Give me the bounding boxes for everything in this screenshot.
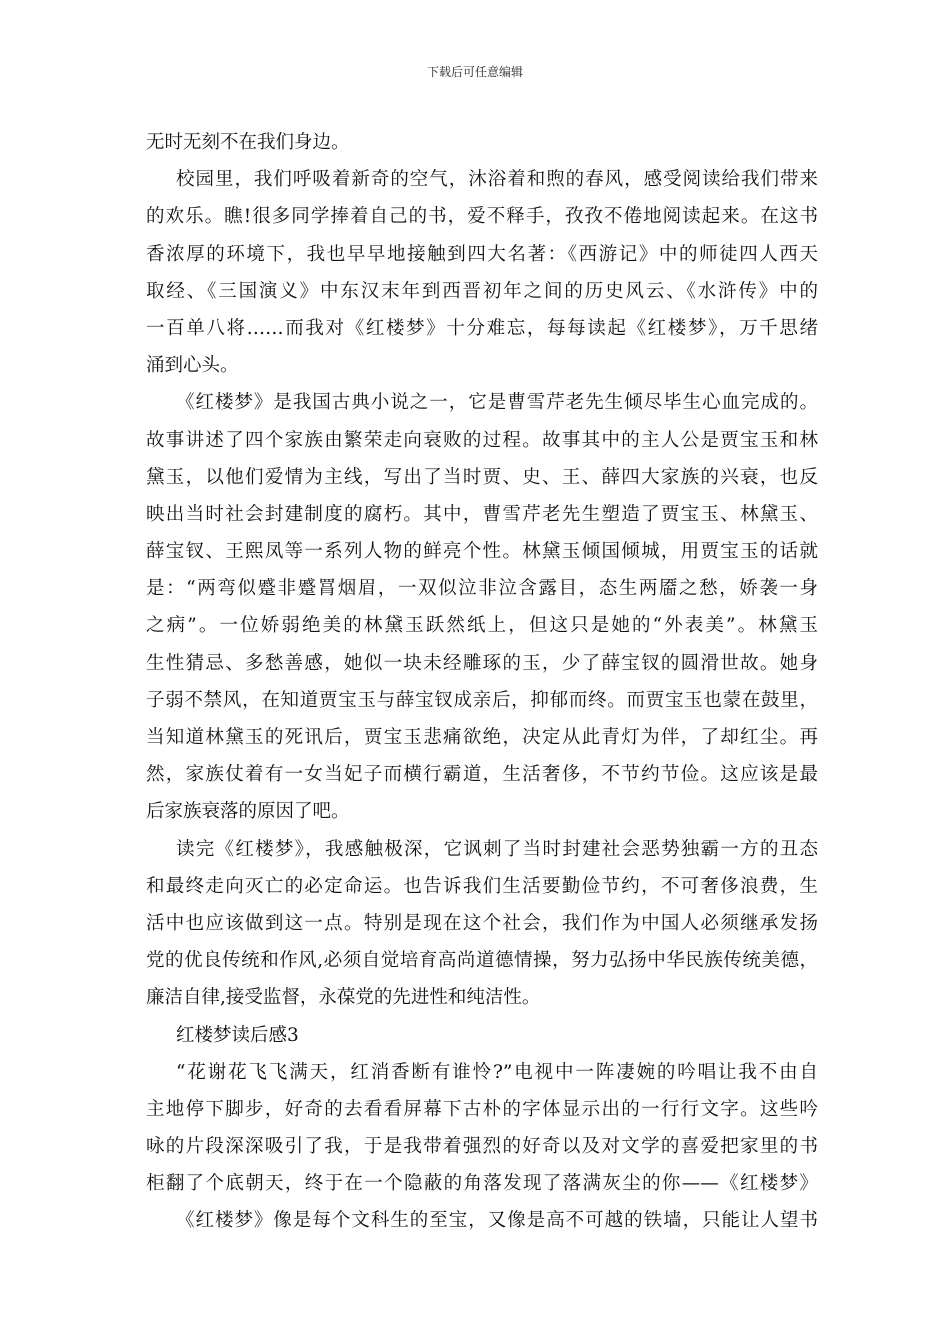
text-line: 党的优良传统和作风,必须自觉培育高尚道德情操，努力弘扬中华民族传统美德， (146, 950, 818, 972)
text-line: 香浓厚的环境下，我也早早地接触到四大名著：《西游记》中的师徒四人西天 (146, 243, 818, 265)
text-line: 取经、《三国演义》中东汉末年到西晋初年之间的历史风云、《水浒传》中的 (146, 280, 818, 302)
text-line: 后家族衰落的原因了吧。 (146, 801, 350, 823)
text-line: 的欢乐。瞧!很多同学捧着自己的书，爱不释手，孜孜不倦地阅读起来。在这书 (146, 206, 818, 228)
section-heading: 红楼梦读后感3 (176, 1024, 299, 1046)
text-line: 故事讲述了四个家族由繁荣走向衰败的过程。故事其中的主人公是贾宝玉和林 (146, 429, 818, 451)
text-line: 咏的片段深深吸引了我，于是我带着强烈的好奇以及对文学的喜爱把家里的书 (146, 1136, 818, 1158)
text-line: 生性猜忌、多愁善感，她似一块未经雕琢的玉，少了薛宝钗的圆滑世故。她身 (146, 652, 818, 674)
text-line: 主地停下脚步，好奇的去看看屏幕下古朴的字体显示出的一行行文字。这些吟 (146, 1098, 818, 1120)
text-line: “花谢花飞飞满天，红消香断有谁怜?”电视中一阵凄婉的吟唱让我不由自 (176, 1061, 818, 1083)
text-line: 活中也应该做到这一点。特别是现在这个社会，我们作为中国人必须继承发扬 (146, 912, 818, 934)
text-line: 映出当时社会封建制度的腐朽。其中，曹雪芹老先生塑造了贾宝玉、林黛玉、 (146, 503, 818, 525)
page-header: 下载后可任意编辑 (426, 65, 523, 79)
text-line: 读完《红楼梦》，我感触极深，它讽刺了当时封建社会恶势独霸一方的丑态 (176, 838, 818, 860)
text-line: 廉洁自律,接受监督，永葆党的先进性和纯洁性。 (146, 987, 541, 1009)
text-line: 校园里，我们呼吸着新奇的空气，沐浴着和煦的春风，感受阅读给我们带来 (176, 169, 818, 191)
text-line: 黛玉，以他们爱情为主线，写出了当时贾、史、王、薛四大家族的兴衰，也反 (146, 466, 818, 488)
text-line: 无时无刻不在我们身边。 (146, 132, 350, 153)
text-line: 一百单八将……而我对《红楼梦》十分难忘，每每读起《红楼梦》，万千思绪 (146, 317, 818, 339)
text-line: 和最终走向灭亡的必定命运。也告诉我们生活要勤俭节约，不可奢侈浪费，生 (146, 875, 818, 897)
text-line: 《红楼梦》像是每个文科生的至宝，又像是高不可越的铁墙，只能让人望书 (176, 1210, 818, 1232)
text-line: 薛宝钗、王熙凤等一系列人物的鲜亮个性。林黛玉倾国倾城，用贾宝玉的话就 (146, 541, 818, 563)
text-line: 之病”。一位娇弱绝美的林黛玉跃然纸上，但这只是她的“外表美”。林黛玉 (146, 615, 818, 637)
text-line: 柜翻了个底朝天，终于在一个隐蔽的角落发现了落满灰尘的你——《红楼梦》 (146, 1173, 818, 1195)
text-line: 然，家族仗着有一女当妃子而横行霸道，生活奢侈，不节约节俭。这应该是最 (146, 764, 818, 786)
document-body (146, 124, 818, 1240)
text-line: 当知道林黛玉的死讯后，贾宝玉悲痛欲绝，决定从此青灯为伴，了却红尘。再 (146, 727, 818, 748)
text-line: 《红楼梦》是我国古典小说之一，它是曹雪芹老先生倾尽毕生心血完成的。 (176, 392, 818, 414)
text-line: 涌到心头。 (146, 355, 239, 377)
text-line: 是：“两弯似蹙非蹙罥烟眉，一双似泣非泣含露目，态生两靥之愁，娇袭一身 (146, 578, 818, 600)
text-line: 子弱不禁风，在知道贾宝玉与薛宝钗成亲后，抑郁而终。而贾宝玉也蒙在鼓里， (146, 689, 818, 711)
